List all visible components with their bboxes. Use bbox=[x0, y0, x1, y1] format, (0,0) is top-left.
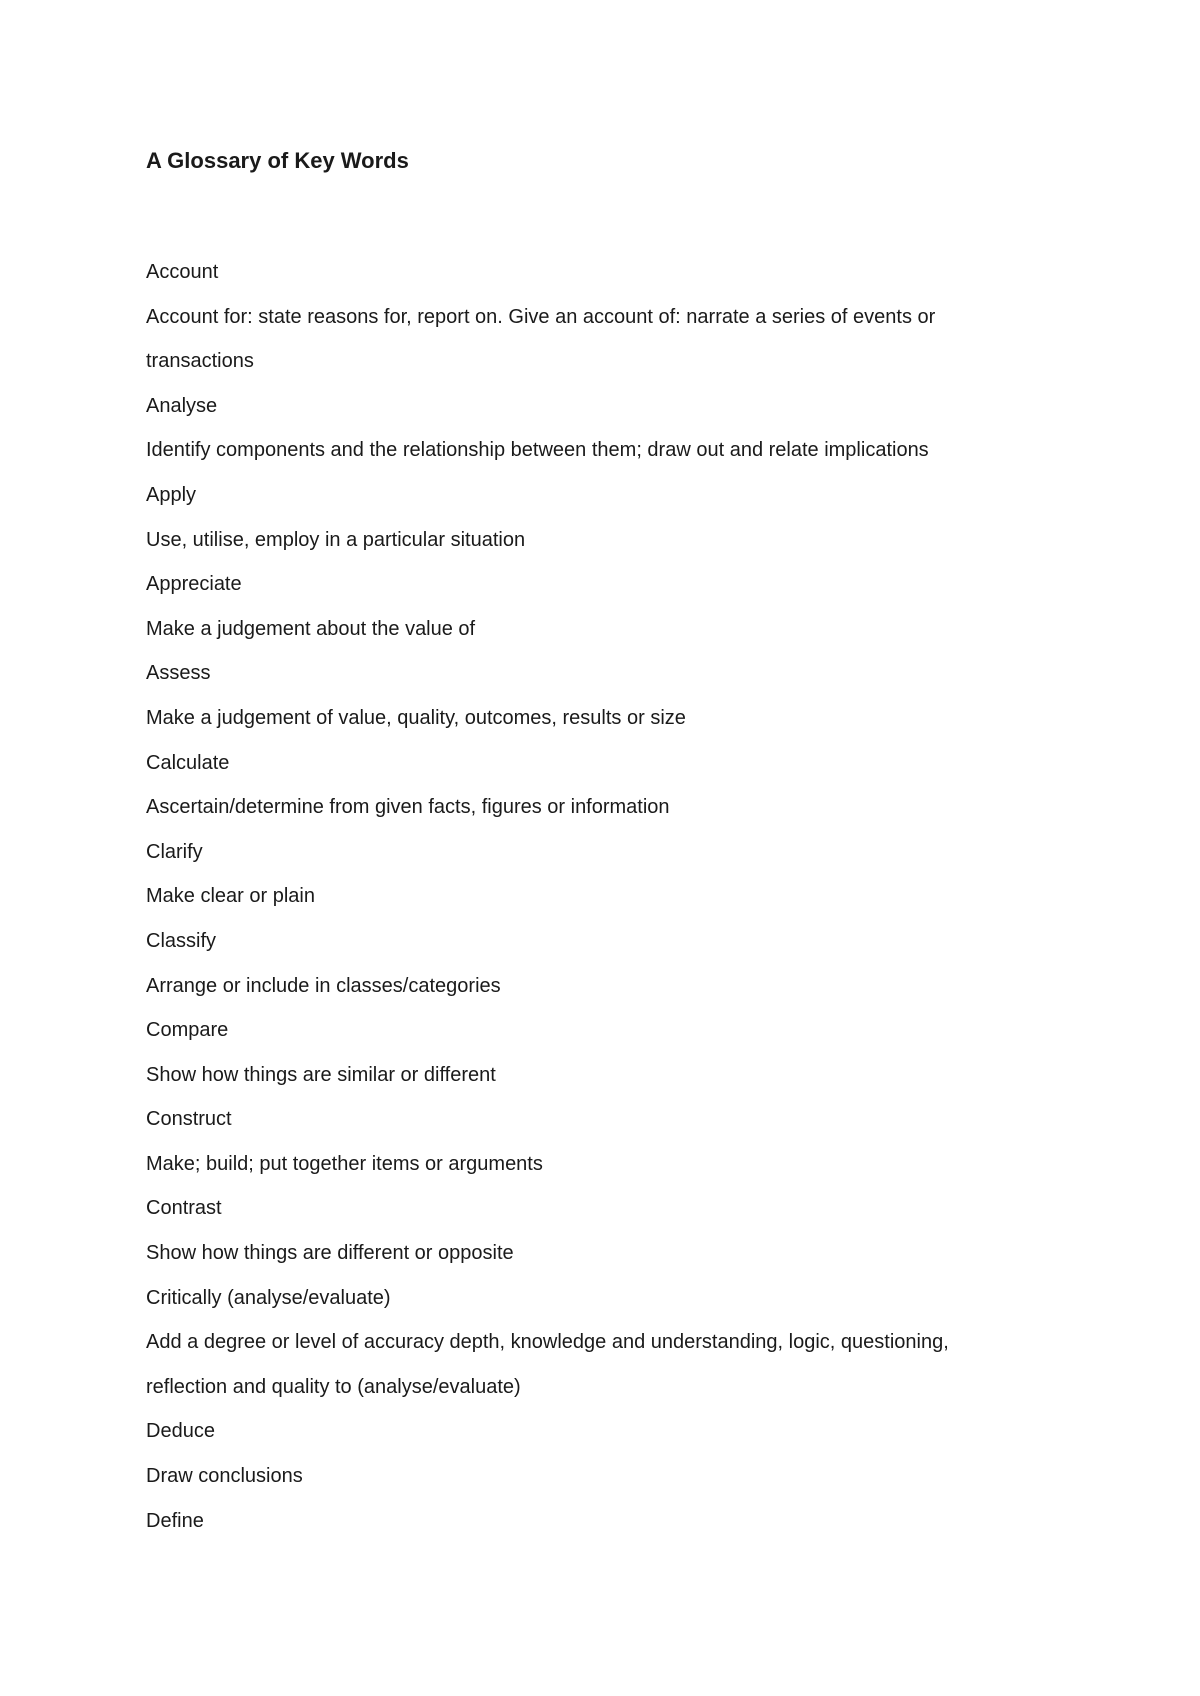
glossary-definition-line: Identify components and the relationship between them; draw out and relate implications bbox=[146, 439, 929, 462]
glossary-term: Define bbox=[146, 1509, 204, 1532]
glossary-term: Deduce bbox=[146, 1420, 215, 1443]
glossary-entry bbox=[146, 473, 1056, 562]
glossary-term: Clarify bbox=[146, 840, 203, 863]
glossary-definition-line: Ascertain/determine from given facts, figures or information bbox=[146, 796, 670, 819]
glossary-definition-line: Show how things are similar or different bbox=[146, 1063, 496, 1086]
glossary-definition-line: Use, utilise, employ in a particular situation bbox=[146, 528, 526, 551]
glossary-term: Critically (analyse/evaluate) bbox=[146, 1286, 391, 1309]
glossary-entry bbox=[146, 1276, 1056, 1410]
glossary-entry bbox=[146, 1186, 1056, 1275]
glossary-definition-line: Make clear or plain bbox=[146, 885, 315, 908]
glossary-definition-line: Make a judgement of value, quality, outcomes, results or size bbox=[146, 706, 686, 729]
glossary-definition-line: transactions bbox=[146, 350, 254, 373]
glossary-definition-line: Arrange or include in classes/categories bbox=[146, 974, 501, 997]
document-title: A Glossary of Key Words bbox=[146, 148, 409, 173]
glossary-entry bbox=[146, 1008, 1056, 1097]
glossary-term: Compare bbox=[146, 1019, 229, 1042]
glossary-term: Calculate bbox=[146, 751, 230, 774]
glossary-term: Apply bbox=[146, 483, 197, 506]
glossary-entry bbox=[146, 384, 1056, 473]
glossary-definition-line: Make; build; put together items or arguments bbox=[146, 1152, 543, 1175]
glossary-term: Classify bbox=[146, 929, 217, 952]
glossary-entry bbox=[146, 919, 1056, 1008]
glossary-term: Contrast bbox=[146, 1197, 222, 1220]
glossary-entry bbox=[146, 741, 1056, 830]
glossary-entry bbox=[146, 651, 1056, 740]
glossary-term: Analyse bbox=[146, 394, 218, 417]
glossary-term: Construct bbox=[146, 1108, 232, 1131]
glossary-definition-line: Make a judgement about the value of bbox=[146, 617, 476, 640]
glossary-definition-line: Draw conclusions bbox=[146, 1465, 303, 1488]
glossary-term: Assess bbox=[146, 662, 211, 685]
glossary-definition-line: Account for: state reasons for, report on. Give an account of: narrate a series of events or bbox=[146, 305, 936, 328]
glossary-list bbox=[146, 250, 1056, 1543]
glossary-definition-line: Show how things are different or opposite bbox=[146, 1242, 514, 1265]
glossary-definition-line: Add a degree or level of accuracy depth, knowledge and understanding, logic, questioning, bbox=[146, 1331, 949, 1354]
glossary-entry bbox=[146, 250, 1056, 384]
glossary-term: Account bbox=[146, 261, 219, 283]
glossary-entry bbox=[146, 562, 1056, 651]
glossary-entry bbox=[146, 1097, 1056, 1186]
glossary-entry bbox=[146, 1499, 1056, 1544]
glossary-entry bbox=[146, 830, 1056, 919]
glossary-definition-line: reflection and quality to (analyse/evaluate) bbox=[146, 1375, 521, 1398]
glossary-entry bbox=[146, 1409, 1056, 1498]
glossary-term: Appreciate bbox=[146, 573, 242, 596]
